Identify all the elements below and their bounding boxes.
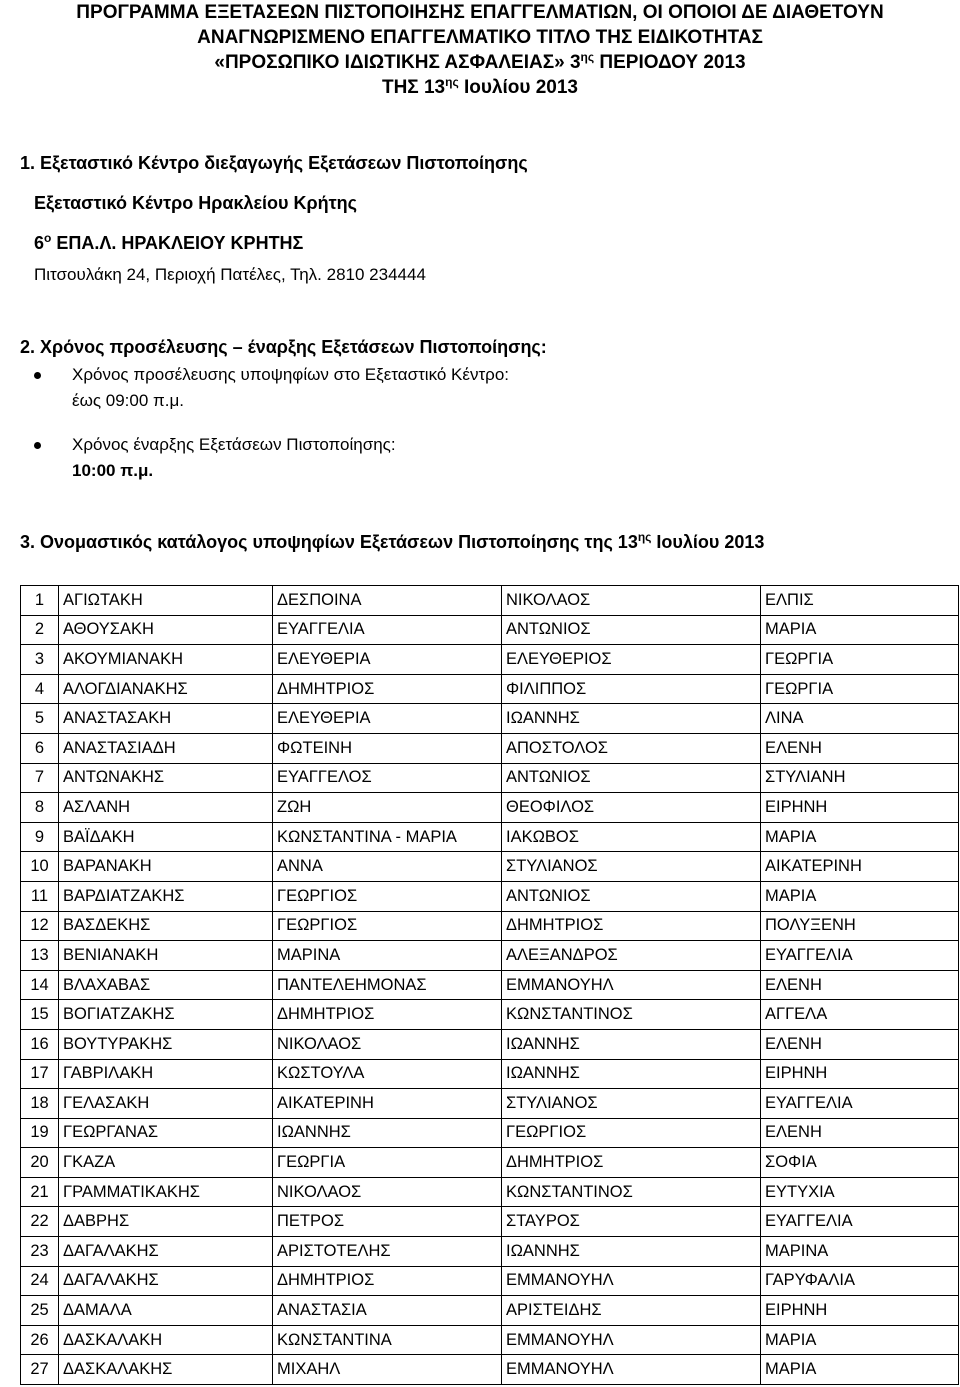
first-name-cell: ΠΕΤΡΟΣ [273, 1207, 502, 1237]
table-row [21, 674, 959, 704]
father-name-cell: ΙΩΑΝΝΗΣ [502, 1237, 761, 1267]
father-name-cell: ΙΩΑΝΝΗΣ [502, 1029, 761, 1059]
surname-cell: ΑΝΑΣΤΑΣΑΚΗ [59, 704, 273, 734]
surname-cell: ΔΑΜΑΛΑ [59, 1296, 273, 1326]
father-name-cell: ΕΜΜΑΝΟΥΗΛ [502, 1355, 761, 1385]
table-row [21, 1207, 959, 1237]
first-name-cell: ΔΗΜΗΤΡΙΟΣ [273, 1266, 502, 1296]
arrival-time-value: έως 09:00 π.μ. [72, 391, 185, 410]
mother-name-cell: ΓΕΩΡΓΙΑ [761, 674, 959, 704]
first-name-cell: ΝΙΚΟΛΑΟΣ [273, 1177, 502, 1207]
first-name-cell: ΔΗΜΗΤΡΙΟΣ [273, 1000, 502, 1030]
table-row [21, 1029, 959, 1059]
mother-name-cell: ΕΙΡΗΝΗ [761, 1059, 959, 1089]
surname-cell: ΑΝΤΩΝΑΚΗΣ [59, 763, 273, 793]
row-number-cell: 15 [21, 1000, 59, 1030]
school-number-sup: ο [44, 231, 52, 245]
table-row [21, 881, 959, 911]
surname-cell: ΔΑΒΡΗΣ [59, 1207, 273, 1237]
candidates-table [20, 585, 959, 1385]
first-name-cell: ΕΥΑΓΓΕΛΟΣ [273, 763, 502, 793]
father-name-cell: ΣΤΥΛΙΑΝΟΣ [502, 852, 761, 882]
row-number-cell: 10 [21, 852, 59, 882]
table-row [21, 822, 959, 852]
candidates-heading-sup: ης [637, 530, 652, 544]
title-line-3-sup: ης [580, 50, 595, 64]
father-name-cell: ΣΤΥΛΙΑΝΟΣ [502, 1089, 761, 1119]
mother-name-cell: ΕΛΕΝΗ [761, 1029, 959, 1059]
mother-name-cell: ΕΛΕΝΗ [761, 1118, 959, 1148]
mother-name-cell: ΕΛΕΝΗ [761, 970, 959, 1000]
father-name-cell: ΑΛΕΞΑΝΔΡΟΣ [502, 941, 761, 971]
first-name-cell: ΦΩΤΕΙΝΗ [273, 733, 502, 763]
exam-center-section [20, 150, 528, 288]
first-name-cell: ΕΥΑΓΓΕΛΙΑ [273, 615, 502, 645]
row-number-cell: 7 [21, 763, 59, 793]
surname-cell: ΑΘΟΥΣΑΚΗ [59, 615, 273, 645]
surname-cell: ΒΟΥΤΥΡΑΚΗΣ [59, 1029, 273, 1059]
mother-name-cell: ΜΑΡΙΑ [761, 881, 959, 911]
surname-cell: ΑΚΟΥΜΙΑΝΑΚΗ [59, 645, 273, 675]
surname-cell: ΒΟΓΙΑΤΖΑΚΗΣ [59, 1000, 273, 1030]
mother-name-cell: ΓΑΡΥΦΑΛΙΑ [761, 1266, 959, 1296]
candidates-table-body [21, 586, 959, 1385]
row-number-cell: 14 [21, 970, 59, 1000]
surname-cell: ΒΑΣΔΕΚΗΣ [59, 911, 273, 941]
title-line-4-end: Ιουλίου 2013 [458, 77, 578, 98]
surname-cell: ΓΡΑΜΜΑΤΙΚΑΚΗΣ [59, 1177, 273, 1207]
surname-cell: ΒΑΪΔΑΚΗ [59, 822, 273, 852]
first-name-cell: ΠΑΝΤΕΛΕΗΜΟΝΑΣ [273, 970, 502, 1000]
schedule-section [20, 334, 547, 484]
table-row [21, 1325, 959, 1355]
father-name-cell: ΔΗΜΗΤΡΙΟΣ [502, 1148, 761, 1178]
title-line-4-sup: ης [445, 75, 459, 89]
mother-name-cell: ΕΥΑΓΓΕΛΙΑ [761, 1089, 959, 1119]
father-name-cell: ΑΝΤΩΝΙΟΣ [502, 881, 761, 911]
title-line-3-end: ΠΕΡΙΟΔΟΥ 2013 [594, 52, 746, 73]
father-name-cell: ΦΙΛΙΠΠΟΣ [502, 674, 761, 704]
mother-name-cell: ΣΤΥΛΙΑΝΗ [761, 763, 959, 793]
first-name-cell: ΜΑΡΙΝΑ [273, 941, 502, 971]
mother-name-cell: ΓΕΩΡΓΙΑ [761, 645, 959, 675]
row-number-cell: 8 [21, 793, 59, 823]
exam-center-name: Εξεταστικό Κέντρο Ηρακλείου Κρήτης [34, 193, 358, 213]
first-name-cell: ΓΕΩΡΓΙΟΣ [273, 911, 502, 941]
table-row [21, 1118, 959, 1148]
row-number-cell: 3 [21, 645, 59, 675]
title-line-2: ΑΝΑΓΝΩΡΙΣΜΕΝΟ ΕΠΑΓΓΕΛΜΑΤΙΚΟ ΤΙΤΛΟ ΤΗΣ ΕΙΔΙΚΟΤΗΤΑΣ [197, 27, 763, 48]
surname-cell: ΑΛΟΓΔΙΑΝΑΚΗΣ [59, 674, 273, 704]
row-number-cell: 20 [21, 1148, 59, 1178]
surname-cell: ΒΑΡΑΝΑΚΗ [59, 852, 273, 882]
row-number-cell: 25 [21, 1296, 59, 1326]
father-name-cell: ΑΠΟΣΤΟΛΟΣ [502, 733, 761, 763]
row-number-cell: 12 [21, 911, 59, 941]
row-number-cell: 24 [21, 1266, 59, 1296]
first-name-cell: ΑΙΚΑΤΕΡΙΝΗ [273, 1089, 502, 1119]
father-name-cell: ΘΕΟΦΙΛΟΣ [502, 793, 761, 823]
first-name-cell: ΚΩΝΣΤΑΝΤΙΝΑ - ΜΑΡΙΑ [273, 822, 502, 852]
title-line-3 [0, 50, 960, 75]
surname-cell: ΒΑΡΔΙΑΤΖΑΚΗΣ [59, 881, 273, 911]
start-time-item [20, 432, 547, 484]
surname-cell: ΒΛΑΧΑΒΑΣ [59, 970, 273, 1000]
mother-name-cell: ΜΑΡΙΑ [761, 615, 959, 645]
mother-name-cell: ΕΥΑΓΓΕΛΙΑ [761, 941, 959, 971]
candidates-heading [20, 528, 764, 556]
first-name-cell: ΚΩΝΣΤΑΝΤΙΝΑ [273, 1325, 502, 1355]
surname-cell: ΔΑΓΑΛΑΚΗΣ [59, 1237, 273, 1267]
document-title [0, 0, 960, 100]
row-number-cell: 22 [21, 1207, 59, 1237]
candidates-heading-start: 3. Ονομαστικός κατάλογος υποψηφίων Εξετάσεων Πιστοποίησης της 13 [20, 532, 638, 552]
father-name-cell: ΕΜΜΑΝΟΥΗΛ [502, 1266, 761, 1296]
surname-cell: ΓΚΑΖΑ [59, 1148, 273, 1178]
table-row [21, 763, 959, 793]
surname-cell: ΔΑΓΑΛΑΚΗΣ [59, 1266, 273, 1296]
father-name-cell: ΑΡΙΣΤΕΙΔΗΣ [502, 1296, 761, 1326]
table-row [21, 1355, 959, 1385]
mother-name-cell: ΕΛΕΝΗ [761, 733, 959, 763]
row-number-cell: 4 [21, 674, 59, 704]
table-row [21, 970, 959, 1000]
mother-name-cell: ΑΓΓΕΛΑ [761, 1000, 959, 1030]
row-number-cell: 27 [21, 1355, 59, 1385]
first-name-cell: ΝΙΚΟΛΑΟΣ [273, 1029, 502, 1059]
title-line-1: ΠΡΟΓΡΑΜΜΑ ΕΞΕΤΑΣΕΩΝ ΠΙΣΤΟΠΟΙΗΣΗΣ ΕΠΑΓΓΕΛΜΑΤΙΩΝ, ΟΙ ΟΠΟΙΟΙ ΔΕ ΔΙΑΘΕΤΟΥΝ [76, 2, 884, 23]
first-name-cell: ΑΝΑΣΤΑΣΙΑ [273, 1296, 502, 1326]
first-name-cell: ΓΕΩΡΓΙΑ [273, 1148, 502, 1178]
table-row [21, 1059, 959, 1089]
father-name-cell: ΕΜΜΑΝΟΥΗΛ [502, 1325, 761, 1355]
father-name-cell: ΑΝΤΩΝΙΟΣ [502, 615, 761, 645]
start-time-value: 10:00 π.μ. [72, 461, 154, 480]
row-number-cell: 2 [21, 615, 59, 645]
surname-cell: ΔΑΣΚΑΛΑΚΗΣ [59, 1355, 273, 1385]
row-number-cell: 11 [21, 881, 59, 911]
mother-name-cell: ΕΙΡΗΝΗ [761, 1296, 959, 1326]
first-name-cell: ΕΛΕΥΘΕΡΙΑ [273, 704, 502, 734]
row-number-cell: 19 [21, 1118, 59, 1148]
mother-name-cell: ΜΑΡΙΝΑ [761, 1237, 959, 1267]
father-name-cell: ΔΗΜΗΤΡΙΟΣ [502, 911, 761, 941]
mother-name-cell: ΕΛΠΙΣ [761, 586, 959, 616]
surname-cell: ΓΑΒΡΙΛΑΚΗ [59, 1059, 273, 1089]
table-row [21, 1177, 959, 1207]
first-name-cell: ΚΩΣΤΟΥΛΑ [273, 1059, 502, 1089]
mother-name-cell: ΕΥΤΥΧΙΑ [761, 1177, 959, 1207]
table-row [21, 1296, 959, 1326]
table-row [21, 1148, 959, 1178]
mother-name-cell: ΛΙΝΑ [761, 704, 959, 734]
table-row [21, 1266, 959, 1296]
mother-name-cell: ΠΟΛΥΞΕΝΗ [761, 911, 959, 941]
first-name-cell: ΑΝΝΑ [273, 852, 502, 882]
father-name-cell: ΝΙΚΟΛΑΟΣ [502, 586, 761, 616]
row-number-cell: 1 [21, 586, 59, 616]
table-row [21, 733, 959, 763]
mother-name-cell: ΕΙΡΗΝΗ [761, 793, 959, 823]
row-number-cell: 26 [21, 1325, 59, 1355]
row-number-cell: 13 [21, 941, 59, 971]
title-line-4 [0, 75, 960, 100]
table-row [21, 852, 959, 882]
mother-name-cell: ΜΑΡΙΑ [761, 822, 959, 852]
surname-cell: ΓΕΩΡΓΑΝΑΣ [59, 1118, 273, 1148]
father-name-cell: ΑΝΤΩΝΙΟΣ [502, 763, 761, 793]
start-time-label: Χρόνος έναρξης Εξετάσεων Πιστοποίησης: [72, 435, 396, 454]
bullet-dot-icon [34, 372, 41, 379]
row-number-cell: 9 [21, 822, 59, 852]
surname-cell: ΑΝΑΣΤΑΣΙΑΔΗ [59, 733, 273, 763]
father-name-cell: ΣΤΑΥΡΟΣ [502, 1207, 761, 1237]
surname-cell: ΑΣΛΑΝΗ [59, 793, 273, 823]
row-number-cell: 5 [21, 704, 59, 734]
father-name-cell: ΕΜΜΑΝΟΥΗΛ [502, 970, 761, 1000]
title-line-4-start: ΤΗΣ 13 [381, 77, 446, 98]
surname-cell: ΒΕΝΙΑΝΑΚΗ [59, 941, 273, 971]
arrival-time-item [20, 362, 547, 414]
title-line-3-start: «ΠΡΟΣΩΠΙΚΟ ΙΔΙΩΤΙΚΗΣ ΑΣΦΑΛΕΙΑΣ» 3 [214, 52, 581, 73]
mother-name-cell: ΣΟΦΙΑ [761, 1148, 959, 1178]
father-name-cell: ΙΑΚΩΒΟΣ [502, 822, 761, 852]
bullet-dot-icon [34, 442, 41, 449]
first-name-cell: ΖΩΗ [273, 793, 502, 823]
school-address: Πιτσουλάκη 24, Περιοχή Πατέλες, Τηλ. 2810 234444 [34, 265, 426, 284]
table-row [21, 704, 959, 734]
first-name-cell: ΜΙΧΑΗΛ [273, 1355, 502, 1385]
table-row [21, 941, 959, 971]
table-row [21, 615, 959, 645]
school-number: 6 [34, 233, 45, 253]
arrival-time-label: Χρόνος προσέλευσης υποψηφίων στο Εξεταστικό Κέντρο: [72, 365, 510, 384]
exam-center-heading: 1. Εξεταστικό Κέντρο διεξαγωγής Εξετάσεων Πιστοποίησης [20, 153, 528, 173]
table-row [21, 1089, 959, 1119]
table-row [21, 793, 959, 823]
surname-cell: ΑΓΙΩΤΑΚΗ [59, 586, 273, 616]
father-name-cell: ΙΩΑΝΝΗΣ [502, 1059, 761, 1089]
row-number-cell: 17 [21, 1059, 59, 1089]
surname-cell: ΓΕΛΑΣΑΚΗ [59, 1089, 273, 1119]
row-number-cell: 16 [21, 1029, 59, 1059]
row-number-cell: 23 [21, 1237, 59, 1267]
father-name-cell: ΚΩΝΣΤΑΝΤΙΝΟΣ [502, 1177, 761, 1207]
mother-name-cell: ΕΥΑΓΓΕΛΙΑ [761, 1207, 959, 1237]
row-number-cell: 6 [21, 733, 59, 763]
father-name-cell: ΚΩΝΣΤΑΝΤΙΝΟΣ [502, 1000, 761, 1030]
first-name-cell: ΔΗΜΗΤΡΙΟΣ [273, 674, 502, 704]
first-name-cell: ΔΕΣΠΟΙΝΑ [273, 586, 502, 616]
first-name-cell: ΕΛΕΥΘΕΡΙΑ [273, 645, 502, 675]
table-row [21, 586, 959, 616]
mother-name-cell: ΜΑΡΙΑ [761, 1325, 959, 1355]
mother-name-cell: ΑΙΚΑΤΕΡΙΝΗ [761, 852, 959, 882]
first-name-cell: ΙΩΑΝΝΗΣ [273, 1118, 502, 1148]
surname-cell: ΔΑΣΚΑΛΑΚΗ [59, 1325, 273, 1355]
table-row [21, 1237, 959, 1267]
row-number-cell: 21 [21, 1177, 59, 1207]
row-number-cell: 18 [21, 1089, 59, 1119]
father-name-cell: ΕΛΕΥΘΕΡΙΟΣ [502, 645, 761, 675]
first-name-cell: ΑΡΙΣΤΟΤΕΛΗΣ [273, 1237, 502, 1267]
table-row [21, 911, 959, 941]
father-name-cell: ΙΩΑΝΝΗΣ [502, 704, 761, 734]
mother-name-cell: ΜΑΡΙΑ [761, 1355, 959, 1385]
school-name [34, 230, 528, 256]
first-name-cell: ΓΕΩΡΓΙΟΣ [273, 881, 502, 911]
candidates-heading-end: Ιουλίου 2013 [651, 532, 765, 552]
father-name-cell: ΓΕΩΡΓΙΟΣ [502, 1118, 761, 1148]
schedule-heading: 2. Χρόνος προσέλευσης – έναρξης Εξετάσεων Πιστοποίησης: [20, 337, 547, 357]
table-row [21, 1000, 959, 1030]
school-name-rest: ΕΠΑ.Λ. ΗΡΑΚΛΕΙΟΥ ΚΡΗΤΗΣ [51, 233, 304, 253]
table-row [21, 645, 959, 675]
